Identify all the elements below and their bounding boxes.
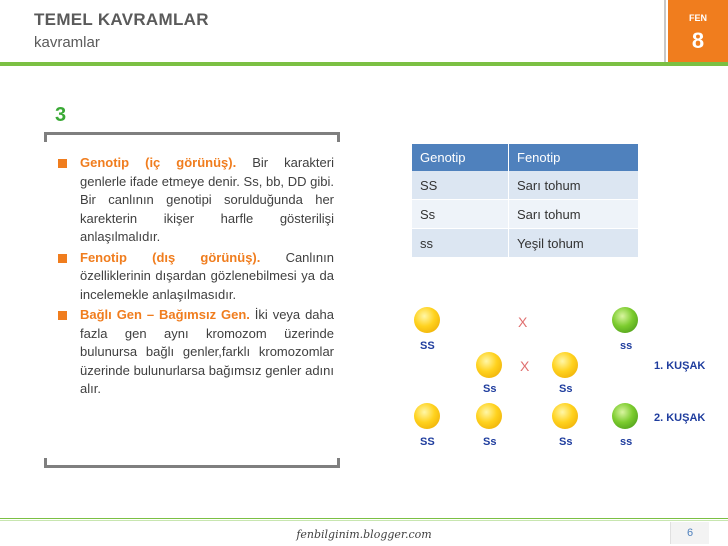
- seed-yellow-icon: [476, 352, 502, 378]
- f2-genotype: Ss: [483, 436, 497, 448]
- bullet-text: Canlının özelliklerinin dışardan gözlenebilmesi ya da incelemekle anlaşılmasıdır.: [80, 249, 334, 302]
- seed-yellow-icon: [414, 307, 440, 333]
- table-header: Fenotip: [509, 144, 638, 171]
- seed-green-icon: [612, 307, 638, 333]
- parent-genotype: ss: [620, 340, 633, 352]
- table-cell: ss: [412, 229, 509, 258]
- seed-green-icon: [612, 403, 638, 429]
- table-cell: Sarı tohum: [509, 171, 638, 200]
- f1-genotype: Ss: [483, 383, 497, 395]
- seed-yellow-icon: [414, 403, 440, 429]
- subject-label: FEN: [689, 13, 707, 23]
- cross-symbol: X: [520, 358, 530, 374]
- bullet-square-icon: [58, 311, 67, 320]
- footer-website: fenbilginim.blogger.com: [296, 528, 432, 541]
- section-number: 3: [55, 104, 67, 126]
- bracket-top: [44, 132, 340, 142]
- seed-yellow-icon: [552, 403, 578, 429]
- bullet-bagli-gen: [58, 306, 334, 399]
- generation-2-label: 2. KUŞAK: [654, 412, 706, 424]
- bullet-square-icon: [58, 254, 67, 263]
- slide-header: [0, 0, 728, 66]
- bullet-text: İki veya daha fazla gen aynı kromozom üzerinde bulunursa bağlı genler,farklı kromozomlar üzerinde bulunurlarsa bağımsız genler adını alır.: [80, 307, 334, 396]
- footer-rule-light: [0, 520, 728, 521]
- table-cell: SS: [412, 171, 509, 200]
- bracket-bottom: [44, 458, 340, 468]
- table-row: [412, 200, 638, 229]
- f2-genotype: Ss: [559, 436, 573, 448]
- bullet-term: Genotip (iç görünüş).: [80, 155, 237, 170]
- cross-symbol: X: [518, 314, 528, 330]
- bullet-list: [58, 154, 334, 401]
- parent-genotype: SS: [420, 340, 435, 352]
- table-cell: Yeşil tohum: [509, 229, 638, 258]
- seed-yellow-icon: [552, 352, 578, 378]
- header-divider: [664, 0, 666, 62]
- table-row: [412, 171, 638, 200]
- bullet-text: Bir karakteri genlerle ifade etmeye denir. Ss, bb, DD gibi. Bir canlının genotipi sorulduğunda her karekterin ikişer harfle gösterilişi anlaşılmalıdır.: [80, 155, 334, 244]
- footer-rule: [0, 518, 728, 519]
- table-cell: Sarı tohum: [509, 200, 638, 229]
- genotype-table: [412, 144, 638, 258]
- seed-yellow-icon: [476, 403, 502, 429]
- table-row: [412, 229, 638, 258]
- subject-badge: [668, 0, 728, 62]
- bullet-square-icon: [58, 159, 67, 168]
- generation-1-label: 1. KUŞAK: [654, 360, 706, 372]
- grade-label: 8: [691, 28, 705, 53]
- f2-genotype: SS: [420, 436, 435, 448]
- table-header-row: [412, 144, 638, 171]
- bullet-term: Bağlı Gen – Bağımsız Gen.: [80, 307, 250, 322]
- page-number: 6: [686, 527, 694, 539]
- bullet-genotip: [58, 154, 334, 247]
- header-rule: [0, 62, 728, 66]
- bullet-term: Fenotip (dış görünüş).: [80, 249, 261, 265]
- page-number-box: [670, 522, 709, 544]
- f2-genotype: ss: [620, 436, 633, 448]
- table-header: Genotip: [412, 144, 509, 171]
- header-subtitle: kavramlar: [34, 34, 100, 51]
- bullet-fenotip: [58, 249, 334, 305]
- table-cell: Ss: [412, 200, 509, 229]
- f1-genotype: Ss: [559, 383, 573, 395]
- header-title: TEMEL KAVRAMLAR: [34, 10, 209, 29]
